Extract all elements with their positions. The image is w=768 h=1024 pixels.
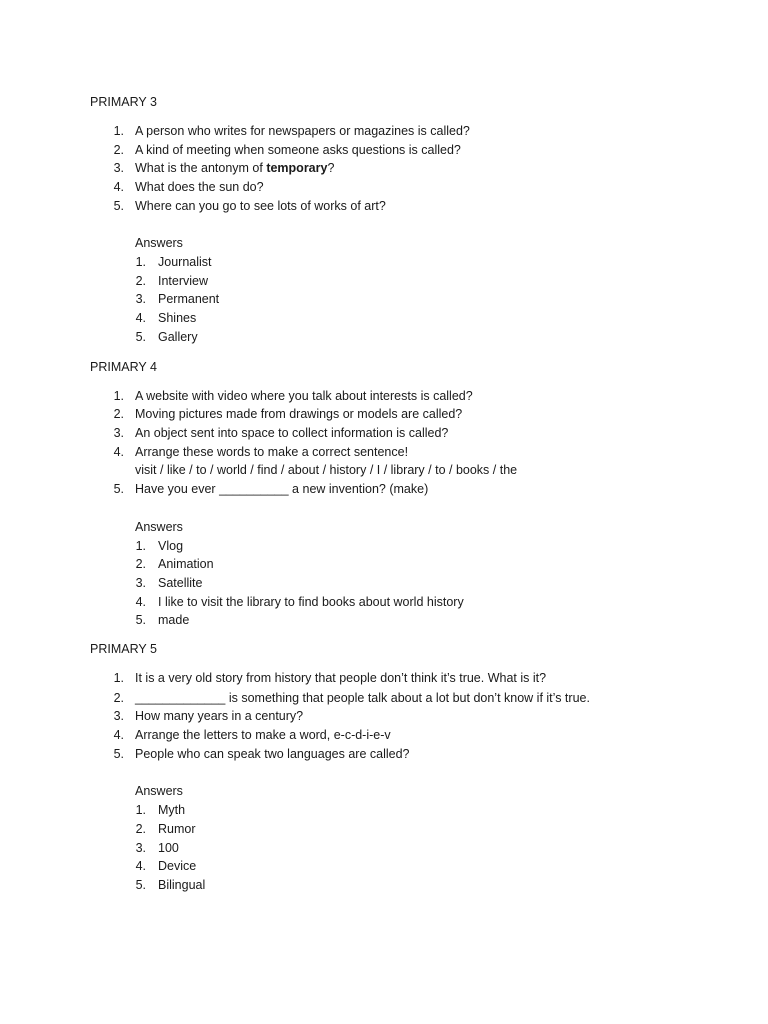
- question-number: 3.: [113, 161, 124, 175]
- question-text: An object sent into space to collect information is called?: [135, 426, 449, 440]
- answer-text: Animation: [158, 557, 214, 571]
- answers-label: Answers: [135, 520, 183, 534]
- answer-text: made: [158, 613, 190, 627]
- answer-number: 3.: [135, 841, 146, 855]
- answer-text: Rumor: [158, 822, 196, 836]
- question-number: 2.: [113, 691, 124, 705]
- answer-number: 2.: [135, 557, 146, 571]
- question-text-start: What is the antonym of: [135, 161, 267, 175]
- answer-text: Myth: [158, 803, 186, 817]
- section-heading: PRIMARY 5: [90, 642, 157, 656]
- question-number: 3.: [113, 709, 124, 723]
- question-text: How many years in a century?: [135, 709, 304, 723]
- answer-text: Bilingual: [158, 878, 206, 892]
- answer-number: 3.: [135, 576, 146, 590]
- answer-number: 4.: [135, 859, 146, 873]
- question-text: [135, 160, 334, 176]
- answer-text: Permanent: [158, 292, 220, 306]
- emphasized-word: temporary: [266, 161, 328, 175]
- answer-text: Gallery: [158, 330, 198, 344]
- answer-number: 1.: [135, 255, 146, 269]
- answer-text: Satellite: [158, 576, 203, 590]
- question-text: A website with video where you talk about interests is called?: [135, 389, 473, 403]
- section-heading: PRIMARY 4: [90, 360, 157, 374]
- answer-number: 4.: [135, 311, 146, 325]
- question-number: 1.: [113, 671, 124, 685]
- question-text: _____________ is something that people talk about a lot but don’t know if it’s true.: [135, 691, 590, 705]
- question-text-end: ?: [327, 161, 335, 175]
- question-number: 5.: [113, 199, 124, 213]
- question-number: 1.: [113, 124, 124, 138]
- answer-text: Vlog: [158, 539, 184, 553]
- question-text: People who can speak two languages are called?: [135, 747, 410, 761]
- answer-number: 5.: [135, 613, 146, 627]
- question-text: Moving pictures made from drawings or models are called?: [135, 407, 463, 421]
- question-number: 4.: [113, 180, 124, 194]
- question-number: 2.: [113, 407, 124, 421]
- question-continuation: visit / like / to / world / find / about / history / I / library / to / books / the: [135, 463, 518, 477]
- question-number: 1.: [113, 389, 124, 403]
- answer-text: 100: [158, 841, 179, 855]
- answers-label: Answers: [135, 236, 183, 250]
- question-number: 3.: [113, 426, 124, 440]
- answer-number: 5.: [135, 878, 146, 892]
- question-text: A person who writes for newspapers or magazines is called?: [135, 124, 470, 138]
- answer-number: 2.: [135, 822, 146, 836]
- answer-number: 3.: [135, 292, 146, 306]
- question-number: 2.: [113, 143, 124, 157]
- question-text: Have you ever __________ a new invention? (make): [135, 482, 429, 496]
- question-text: Arrange the letters to make a word, e-c-d-i-e-v: [135, 728, 391, 742]
- question-number: 5.: [113, 482, 124, 496]
- question-text: Where can you go to see lots of works of art?: [135, 199, 386, 213]
- question-number: 4.: [113, 445, 124, 459]
- question-text: It is a very old story from history that people don’t think it’s true. What is it?: [135, 671, 547, 685]
- answer-text: I like to visit the library to find books about world history: [158, 595, 464, 609]
- answer-number: 1.: [135, 803, 146, 817]
- answer-number: 2.: [135, 274, 146, 288]
- answer-text: Device: [158, 859, 197, 873]
- question-number: 4.: [113, 728, 124, 742]
- question-text: Arrange these words to make a correct sentence!: [135, 445, 409, 459]
- answer-text: Interview: [158, 274, 209, 288]
- answer-number: 1.: [135, 539, 146, 553]
- answer-number: 5.: [135, 330, 146, 344]
- answer-text: Journalist: [158, 255, 212, 269]
- answer-text: Shines: [158, 311, 197, 325]
- section-heading: PRIMARY 3: [90, 95, 157, 109]
- answers-label: Answers: [135, 784, 183, 798]
- question-text: What does the sun do?: [135, 180, 264, 194]
- question-number: 5.: [113, 747, 124, 761]
- question-text: A kind of meeting when someone asks questions is called?: [135, 143, 461, 157]
- answer-number: 4.: [135, 595, 146, 609]
